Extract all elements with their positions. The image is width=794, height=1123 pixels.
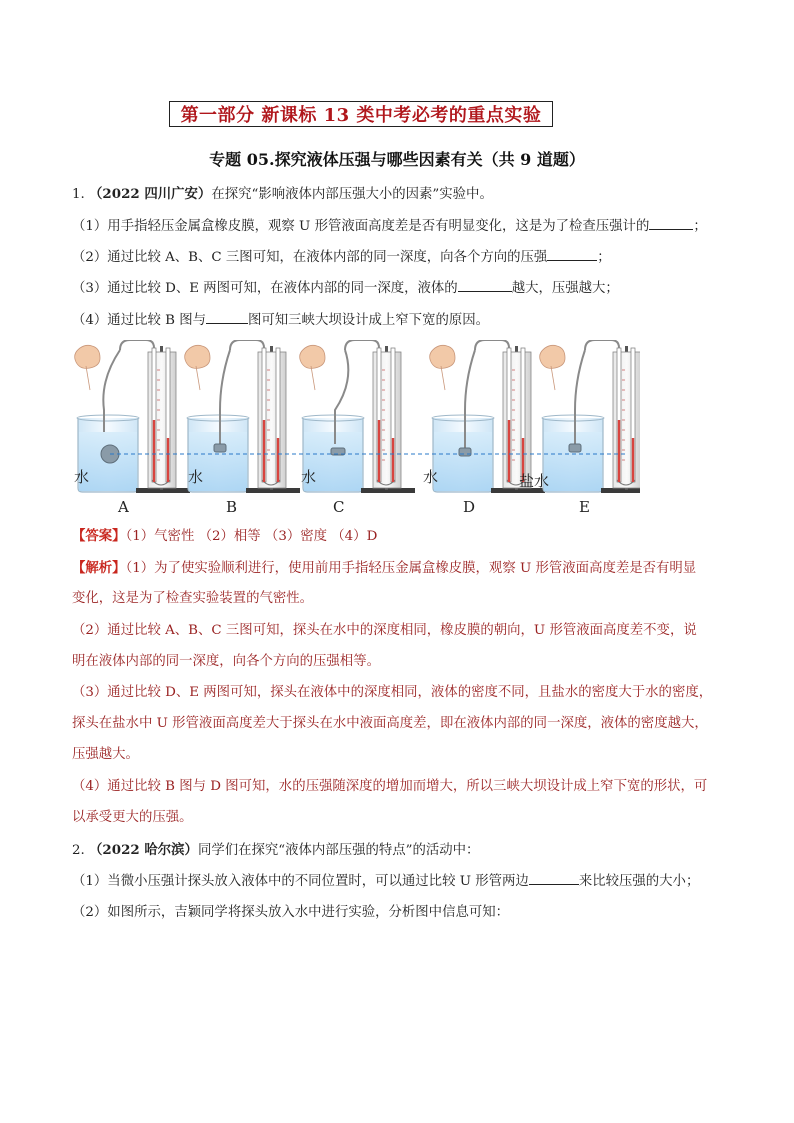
- q1-part1-text: （1）用手指轻压金属盒橡皮膜，观察 U 形管液面高度差是否有明显变化，这是为了检查压强计的: [72, 219, 650, 234]
- liquid-label-b: 水: [188, 468, 204, 486]
- q1-source: （2022 四川广安）: [89, 186, 212, 202]
- answer-blank[interactable]: [529, 872, 579, 885]
- setup-e: [540, 340, 640, 493]
- q2-part1: [72, 872, 699, 891]
- analysis-line-9: 以承受更大的压强。: [72, 810, 193, 825]
- setup-label-b: B: [226, 498, 238, 516]
- setup-label-d: D: [463, 498, 476, 516]
- pressure-gauge-figure: [70, 340, 640, 520]
- analysis-line-6: 探头在盐水中 U 形管液面高度差大于探头在水中液面高度差，即在液体内部的同一深度，液体的密度越大，: [72, 716, 708, 731]
- q2-stem: 同学们在探究“液体内部压强的特点”的活动中：: [197, 843, 480, 858]
- topic-title: 专题 05.探究液体压强与哪些因素有关（共 9 道题）: [209, 150, 585, 169]
- q1-number: 1.: [72, 187, 85, 202]
- liquid-label-c: 水: [301, 468, 317, 486]
- q2-stem-line: [72, 841, 479, 860]
- q1-part4: [72, 311, 489, 330]
- analysis-line-7: 压强越大。: [72, 747, 139, 762]
- q1-part1: [72, 217, 707, 236]
- answer-tag: 【答案】: [72, 528, 126, 544]
- analysis-text: （1）为了使实验顺利进行，使用前用手指轻压金属盒橡皮膜，观察 U 形管液面高度差是否有明显: [125, 561, 697, 576]
- q1-part3: [72, 279, 619, 298]
- q1-part4-end: 图可知三峡大坝设计成上窄下宽的原因。: [248, 313, 490, 328]
- q2-part2: （2）如图所示，吉颖同学将探头放入水中进行实验，分析图中信息可知：: [72, 905, 510, 920]
- answer-text: （1）气密性 （2）相等 （3）密度 （4）D: [125, 529, 378, 544]
- analysis-line-5: （3）通过比较 D、E 两图可知，探头在液体中的深度相同，液体的密度不同，且盐水的密度大于水的密度，: [72, 685, 713, 700]
- part-title: 第一部分 新课标 13 类中考必考的重点实验: [180, 105, 542, 126]
- analysis-line-3: （2）通过比较 A、B、C 三图可知，探头在水中的深度相同，橡皮膜的朝向，U 形管液面高度差不变，说: [72, 623, 697, 638]
- q1-part2: [72, 248, 611, 267]
- q2-part1-end: 来比较压强的大小；: [578, 874, 700, 889]
- q1-stem-line: [72, 185, 493, 204]
- answer-blank[interactable]: [649, 217, 693, 230]
- answer-blank[interactable]: [206, 311, 248, 324]
- q1-part2-text: （2）通过比较 A、B、C 三图可知，在液体内部的同一深度，向各个方向的压强: [72, 250, 548, 265]
- part-title-box: [169, 101, 553, 127]
- analysis-line-4: 明在液体内部的同一深度，向各个方向的压强相等。: [72, 654, 380, 669]
- q1-part2-end: ；: [597, 250, 611, 265]
- q1-part3-end: 越大，压强越大；: [511, 281, 619, 296]
- analysis-tag: 【解析】: [72, 560, 126, 576]
- answer-line: [72, 527, 377, 546]
- q1-part3-text: （3）通过比较 D、E 两图可知，在液体内部的同一深度，液体的: [72, 281, 458, 296]
- q2-number: 2.: [72, 843, 85, 858]
- setup-c: [300, 340, 415, 493]
- setup-a: [75, 340, 190, 493]
- q1-stem: 在探究“影响液体内部压强大小的因素”实验中。: [211, 187, 493, 202]
- answer-blank[interactable]: [547, 248, 597, 261]
- liquid-label-d: 水: [423, 468, 439, 486]
- setup-label-e: E: [579, 498, 590, 516]
- liquid-label-e: 盐水: [519, 472, 550, 490]
- analysis-line-1: [72, 559, 696, 578]
- liquid-label-a: 水: [74, 468, 90, 486]
- setup-label-c: C: [333, 498, 345, 516]
- setup-d: [430, 340, 545, 493]
- q1-part4-text: （4）通过比较 B 图与: [72, 313, 206, 328]
- q2-source: （2022 哈尔滨）: [89, 842, 198, 858]
- analysis-line-2: 变化，这是为了检查实验装置的气密性。: [72, 591, 314, 606]
- setup-label-a: A: [118, 498, 129, 516]
- q2-part1-text: （1）当微小压强计探头放入液体中的不同位置时，可以通过比较 U 形管两边: [72, 874, 529, 889]
- q1-part1-end: ；: [693, 219, 707, 234]
- analysis-line-8: （4）通过比较 B 图与 D 图可知，水的压强随深度的增加而增大，所以三峡大坝设计成上窄下宽的形状，可: [72, 779, 708, 794]
- answer-blank[interactable]: [458, 279, 512, 292]
